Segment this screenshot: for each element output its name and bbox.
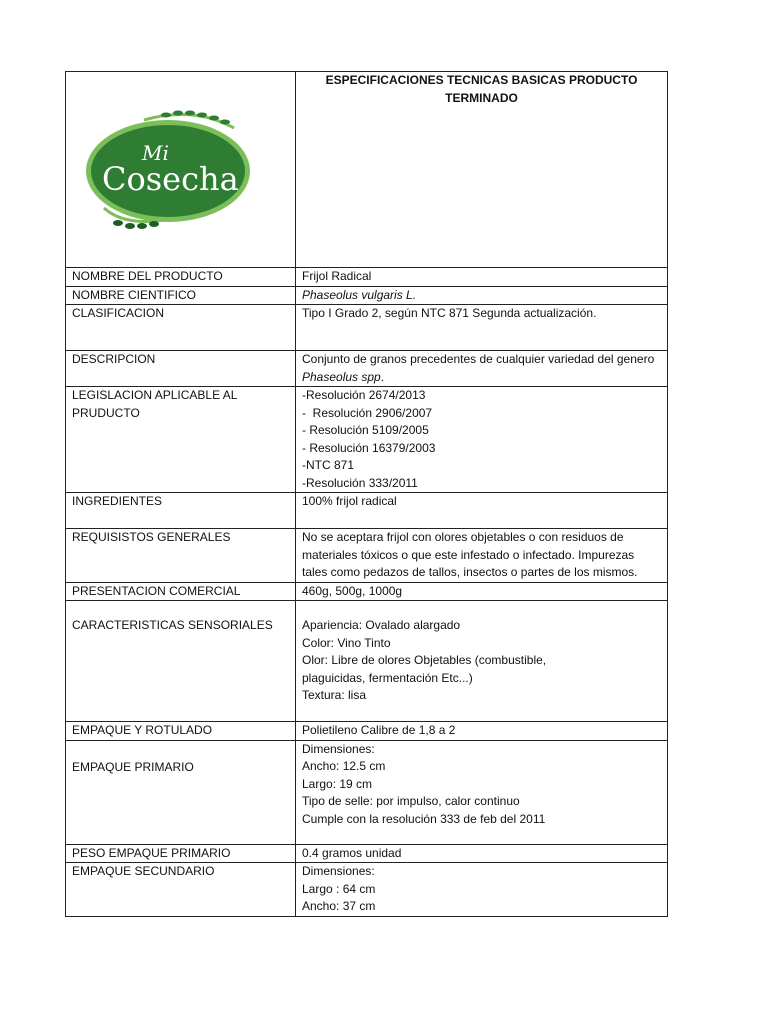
table-row [66, 529, 668, 583]
table-row [66, 844, 668, 863]
row-value [296, 601, 668, 722]
description-end: . [380, 369, 385, 384]
sensory-item: Apariencia: Ovalado alargado [302, 618, 461, 632]
description-genus: Phaseolus spp [302, 369, 381, 384]
packaging-item: Largo: 19 cm [302, 776, 373, 791]
row-label-line: PRUDUCTO [72, 405, 140, 420]
legislation-item: - Resolución 5109/2005 [302, 423, 429, 437]
table-row [66, 387, 668, 493]
packaging-item: Tipo de selle: por impulso, calor continuo [302, 794, 520, 808]
row-label: REQUISISTOS GENERALES [66, 529, 296, 583]
row-value: 100% frijol radical [296, 493, 668, 529]
row-value: Frijol Radical [296, 268, 668, 287]
table-row [66, 268, 668, 287]
packaging-item: Dimensiones: [302, 864, 375, 878]
table-row [66, 493, 668, 529]
mi-cosecha-logo [84, 108, 254, 233]
row-label-line: LEGISLACION APLICABLE AL [72, 388, 238, 402]
sensory-item: Textura: lisa [302, 688, 367, 702]
packaging-item: Dimensiones: [302, 741, 375, 756]
row-label: EMPAQUE Y ROTULADO [66, 722, 296, 741]
row-value [296, 387, 668, 493]
row-value: Polietileno Calibre de 1,8 a 2 [296, 722, 668, 741]
row-value [296, 351, 668, 387]
row-label: NOMBRE CIENTIFICO [66, 286, 296, 305]
row-value [296, 740, 668, 844]
row-value: Tipo I Grado 2, según NTC 871 Segunda actualización. [296, 305, 668, 351]
sensory-item: plaguicidas, fermentación Etc...) [302, 670, 473, 685]
row-value: 460g, 500g, 1000g [296, 582, 668, 601]
row-label [66, 387, 296, 493]
header-row [66, 72, 668, 268]
row-label: EMPAQUE SECUNDARIO [66, 863, 296, 917]
table-row [66, 740, 668, 844]
table-row [66, 286, 668, 305]
table-row [66, 351, 668, 387]
table-row [66, 722, 668, 741]
row-label-text: EMPAQUE PRIMARIO [72, 759, 194, 774]
row-label: PESO EMPAQUE PRIMARIO [66, 844, 296, 863]
row-label: NOMBRE DEL PRODUCTO [66, 268, 296, 287]
table-row [66, 601, 668, 722]
table-row [66, 305, 668, 351]
row-label: INGREDIENTES [66, 493, 296, 529]
row-label: PRESENTACION COMERCIAL [66, 582, 296, 601]
row-value: No se aceptara frijol con olores objetables o con residuos de materiales tóxicos o que este infestado o infectado. Impurezas tales como pedazos de tallos, insectos o partes de los mismos. [296, 529, 668, 583]
description-text: Conjunto de granos precedentes de cualquier variedad del genero [302, 352, 655, 366]
row-label [66, 740, 296, 844]
row-label: CARACTERISTICAS SENSORIALES [66, 601, 296, 722]
table-row [66, 582, 668, 601]
spec-table [65, 71, 668, 917]
row-value [296, 863, 668, 917]
legislation-item: - Resolución 16379/2003 [302, 440, 436, 455]
logo-cosecha-text: Cosecha [102, 160, 239, 198]
packaging-item: Ancho: 12.5 cm [302, 759, 386, 773]
document-title: ESPECIFICACIONES TECNICAS BASICAS PRODUCTO TERMINADO [296, 72, 668, 268]
packaging-item: Ancho: 37 cm [302, 899, 376, 913]
legislation-item: -Resolución 333/2011 [302, 475, 418, 490]
packaging-item: Largo : 64 cm [302, 881, 376, 896]
row-value: 0.4 gramos unidad [296, 844, 668, 863]
row-label: DESCRIPCION [66, 351, 296, 387]
legislation-item: - Resolución 2906/2007 [302, 405, 433, 420]
legislation-item: -Resolución 2674/2013 [302, 388, 426, 402]
sensory-item: Color: Vino Tinto [302, 635, 391, 650]
packaging-item: Cumple con la resolución 333 de feb del 2011 [302, 811, 546, 826]
sensory-item: Olor: Libre de olores Objetables (combustible, [302, 653, 547, 667]
row-label: CLASIFICACION [66, 305, 296, 351]
logo-cell [66, 72, 296, 268]
logo-mi-text: Mi [142, 141, 169, 165]
table-row [66, 863, 668, 917]
row-value: Phaseolus vulgaris L. [296, 286, 668, 305]
legislation-item: -NTC 871 [302, 458, 355, 472]
